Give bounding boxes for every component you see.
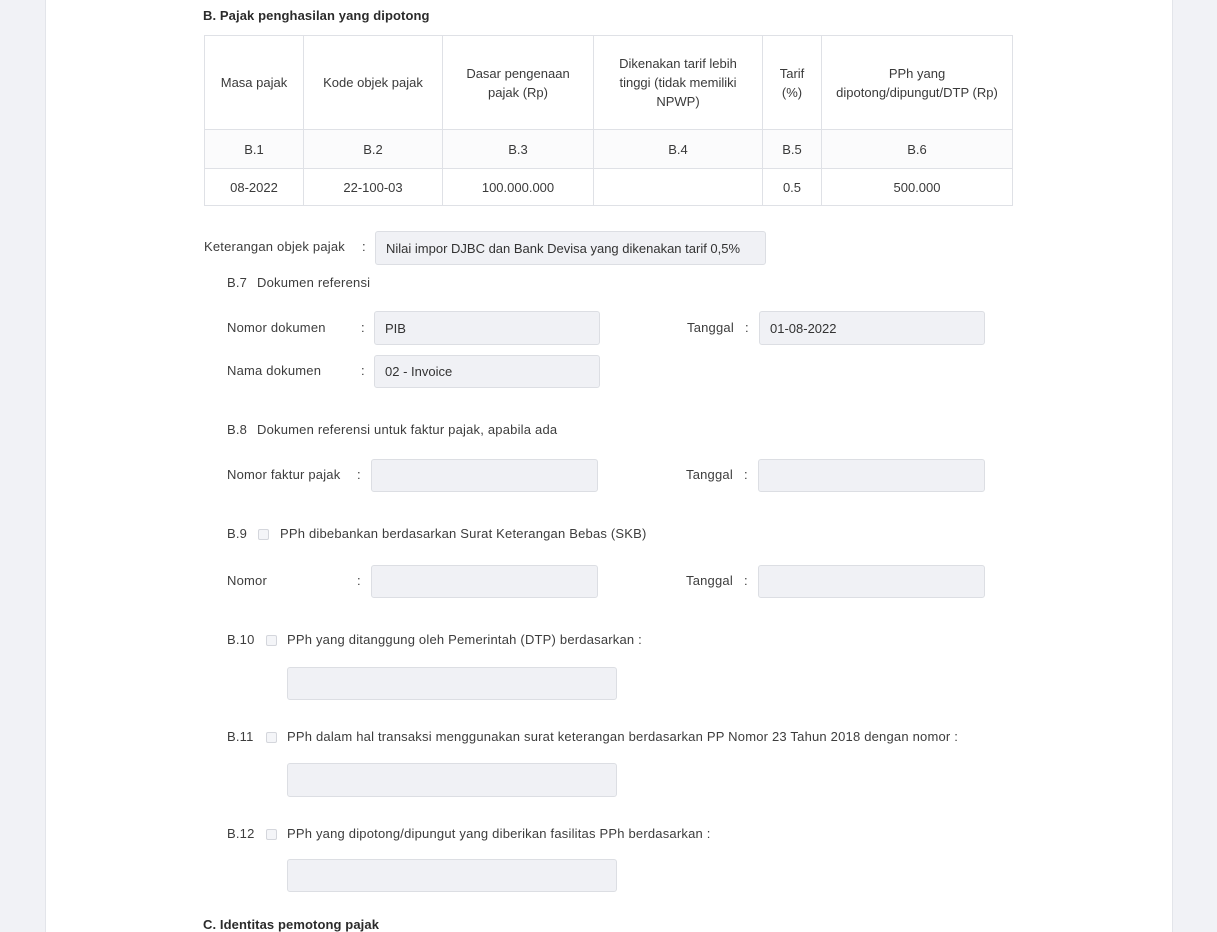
header-masa-pajak: Masa pajak [205,36,304,130]
pph-table [204,35,1013,206]
header-pph-dipotong: PPh yang dipotong/dipungut/DTP (Rp) [822,36,1013,130]
nomor-dokumen-colon: : [361,320,365,335]
b7-tanggal-colon: : [745,320,749,335]
keterangan-objek-pajak-label: Keterangan objek pajak [204,239,346,254]
table-code-row [205,130,1013,169]
b11-code: B.11 [227,729,254,744]
skb-nomor-field[interactable] [371,565,598,598]
skb-nomor-colon: : [357,573,361,588]
b7-tanggal-label: Tanggal [687,320,734,335]
header-dasar-pengenaan-pajak: Dasar pengenaan pajak (Rp) [443,36,594,130]
nama-dokumen-label: Nama dokumen [227,363,322,378]
table-row [205,169,1013,206]
b10-code: B.10 [227,632,255,647]
header-tarif: Tarif (%) [763,36,822,130]
b8-tanggal-colon: : [744,467,748,482]
b11-title: PPh dalam hal transaksi menggunakan surat keterangan berdasarkan PP Nomor 23 Tahun 2018 dengan nomor : [287,729,959,744]
code-cell: B.3 [443,130,594,169]
b10-dtp-checkbox[interactable] [266,635,277,646]
tarif-lebih-tinggi-value [594,169,763,206]
b8-tanggal-label: Tanggal [686,467,733,482]
nomor-faktur-pajak-field[interactable] [371,459,598,492]
b11-pp23-field[interactable] [287,763,617,797]
b9-tanggal-field[interactable] [758,565,985,598]
header-kode-objek-pajak: Kode objek pajak [304,36,443,130]
dasar-pengenaan-value: 100.000.000 [443,169,594,206]
b8-title: Dokumen referensi untuk faktur pajak, apabila ada [257,422,558,437]
masa-pajak-value: 08-2022 [205,169,304,206]
nama-dokumen-colon: : [361,363,365,378]
b11-pp23-checkbox[interactable] [266,732,277,743]
section-b-title: B. Pajak penghasilan yang dipotong [203,8,430,23]
b7-tanggal-field[interactable]: 01-08-2022 [759,311,985,345]
kode-objek-pajak-value: 22-100-03 [304,169,443,206]
b10-title: PPh yang ditanggung oleh Pemerintah (DTP) berdasarkan : [287,632,642,647]
b12-title: PPh yang dipotong/dipungut yang diberikan fasilitas PPh berdasarkan : [287,826,711,841]
b12-fasilitas-checkbox[interactable] [266,829,277,840]
b9-tanggal-colon: : [744,573,748,588]
b12-code: B.12 [227,826,255,841]
b10-dtp-field[interactable] [287,667,617,700]
code-cell: B.2 [304,130,443,169]
b9-code: B.9 [227,526,248,541]
b9-tanggal-label: Tanggal [686,573,733,588]
b9-title: PPh dibebankan berdasarkan Surat Keterangan Bebas (SKB) [280,526,647,541]
nomor-dokumen-field[interactable]: PIB [374,311,600,345]
b7-code: B.7 [227,275,248,290]
code-cell: B.6 [822,130,1013,169]
b12-fasilitas-field[interactable] [287,859,617,892]
code-cell: B.5 [763,130,822,169]
b9-skb-checkbox[interactable] [258,529,269,540]
code-cell: B.1 [205,130,304,169]
header-tarif-lebih-tinggi: Dikenakan tarif lebih tinggi (tidak memiliki NPWP) [594,36,763,130]
section-c-title: C. Identitas pemotong pajak [203,917,380,932]
pph-dipotong-value: 500.000 [822,169,1013,206]
keterangan-colon: : [362,239,366,254]
tarif-value: 0.5 [763,169,822,206]
code-cell: B.4 [594,130,763,169]
nomor-faktur-pajak-label: Nomor faktur pajak [227,467,341,482]
b8-tanggal-field[interactable] [758,459,985,492]
nomor-faktur-colon: : [357,467,361,482]
b8-code: B.8 [227,422,248,437]
nama-dokumen-field[interactable]: 02 - Invoice [374,355,600,388]
skb-nomor-label: Nomor [227,573,268,588]
keterangan-objek-pajak-field[interactable]: Nilai impor DJBC dan Bank Devisa yang dikenakan tarif 0,5% [375,231,766,265]
nomor-dokumen-label: Nomor dokumen [227,320,326,335]
b7-title: Dokumen referensi [257,275,371,290]
